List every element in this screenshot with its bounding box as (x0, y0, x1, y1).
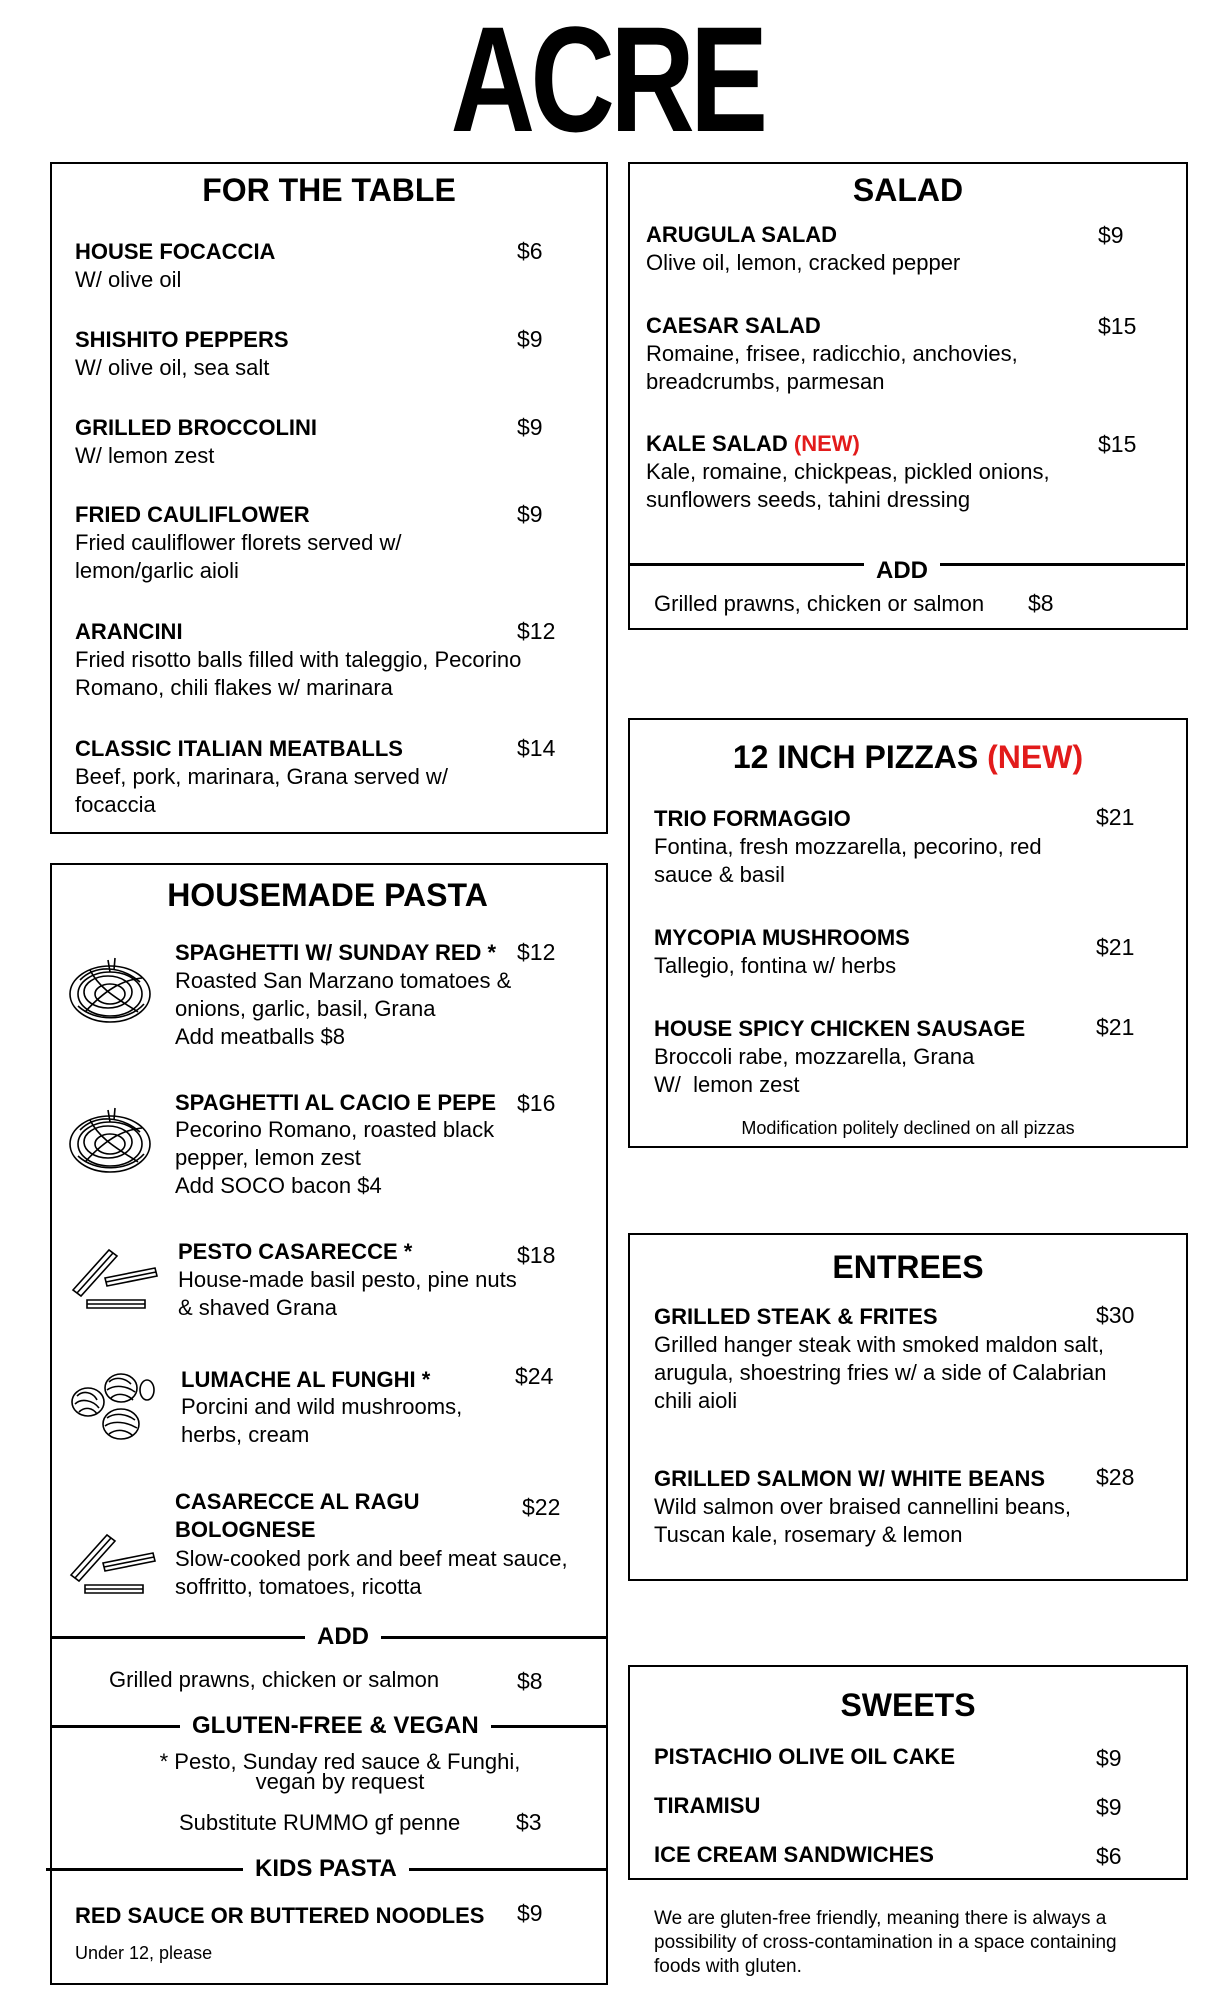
menu-item-price: $9 (517, 414, 543, 440)
menu-item-name: ARUGULA SALAD (646, 222, 838, 247)
menu-item-price: $15 (1098, 313, 1137, 339)
gluten-free-title: GLUTEN-FREE & VEGAN (180, 1712, 491, 1740)
menu-item-name: GRILLED BROCCOLINI (75, 415, 317, 440)
menu-item-name: LUMACHE AL FUNGHI * (181, 1367, 431, 1392)
menu-item-price: $9 (1098, 222, 1124, 248)
salad-add-text: Grilled prawns, chicken or salmon (654, 591, 985, 616)
gluten-free-sub: Substitute RUMMO gf penne (179, 1810, 461, 1835)
pasta-add-title: ADD (305, 1623, 381, 1651)
menu-item-price: $15 (1098, 431, 1137, 457)
restaurant-logo: ACRE (450, 0, 764, 163)
gluten-free-disclaimer: We are gluten-free friendly, meaning there is always a possibility of cross-contamination in a space containing foods with gluten. (654, 1908, 1117, 1977)
menu-item-name: PISTACHIO OLIVE OIL CAKE (654, 1744, 956, 1769)
menu-item-desc: Pecorino Romano, roasted black pepper, lemon zest (175, 1117, 495, 1170)
menu-item-name: FRIED CAULIFLOWER (75, 502, 310, 527)
menu-item-name: HOUSE SPICY CHICKEN SAUSAGE (654, 1016, 1026, 1041)
menu-item-price: $6 (517, 238, 543, 264)
menu-item-desc: Wild salmon over braised cannellini beans, Tuscan kale, rosemary & lemon (654, 1494, 1071, 1547)
pizza-title-text: 12 INCH PIZZAS (732, 739, 979, 775)
menu-item-desc: House-made basil pesto, pine nuts & shaved Grana (178, 1267, 517, 1320)
menu-item-price: $30 (1096, 1302, 1135, 1328)
menu-item-price: $9 (517, 326, 543, 352)
salad-add-title: ADD (864, 557, 940, 585)
pasta-add-text: Grilled prawns, chicken or salmon (109, 1667, 440, 1692)
menu-item-extra: Add SOCO bacon $4 (175, 1173, 382, 1198)
menu-item-name: CASARECCE AL RAGU BOLOGNESE (175, 1489, 420, 1542)
menu-item-desc: Roasted San Marzano tomatoes & onions, garlic, basil, Grana (175, 968, 512, 1021)
menu-item-name: SPAGHETTI W/ SUNDAY RED * (175, 940, 497, 965)
menu-item-desc: Fontina, fresh mozzarella, pecorino, red sauce & basil (654, 834, 1042, 887)
new-badge: (NEW) (793, 431, 860, 456)
menu-item-desc: Tallegio, fontina w/ herbs (654, 953, 897, 978)
for-the-table-title: FOR THE TABLE (202, 172, 456, 208)
entrees-title: ENTREES (832, 1249, 984, 1285)
menu-item-price: $12 (517, 618, 556, 644)
kids-pasta-title: KIDS PASTA (243, 1855, 409, 1883)
menu-item-desc: Kale, romaine, chickpeas, pickled onions, sunflowers seeds, tahini dressing (646, 459, 1050, 512)
menu-item-desc: Fried cauliflower florets served w/ lemon/garlic aioli (75, 530, 402, 583)
menu-item-desc: Romaine, frisee, radicchio, anchovies, breadcrumbs, parmesan (646, 341, 1018, 394)
menu-item-name (646, 431, 860, 457)
pasta-title: HOUSEMADE PASTA (167, 877, 488, 913)
menu-item-desc: W/ lemon zest (75, 443, 215, 468)
menu-item-price: $24 (515, 1363, 554, 1389)
menu-item-name: GRILLED SALMON W/ WHITE BEANS (654, 1466, 1046, 1491)
menu-item-price: $22 (522, 1494, 561, 1520)
kids-item-name: RED SAUCE OR BUTTERED NOODLES (75, 1903, 485, 1928)
menu-item-price: $28 (1096, 1464, 1135, 1490)
lumache-pasta-icon (63, 1360, 163, 1445)
menu-item-price: $18 (517, 1242, 556, 1268)
menu-item-name: ICE CREAM SANDWICHES (654, 1842, 934, 1867)
menu-item-desc: Olive oil, lemon, cracked pepper (646, 250, 961, 275)
menu-item-desc: W/ olive oil (75, 267, 182, 292)
menu-item-desc: Slow-cooked pork and beef meat sauce, soffritto, tomatoes, ricotta (175, 1546, 568, 1599)
menu-item-price: $21 (1096, 1014, 1135, 1040)
menu-item-desc: W/ olive oil, sea salt (75, 355, 270, 380)
menu-item-price: $21 (1096, 934, 1135, 960)
salad-title: SALAD (852, 172, 964, 208)
menu-item-extra: Add meatballs $8 (175, 1024, 345, 1049)
menu-item-name: MYCOPIA MUSHROOMS (654, 925, 910, 950)
menu-item-price: $14 (517, 735, 556, 761)
menu-item-desc: Beef, pork, marinara, Grana served w/ focaccia (75, 764, 448, 817)
menu-item-price: $21 (1096, 804, 1135, 830)
menu-item-desc: Fried risotto balls filled with taleggio, Pecorino Romano, chili flakes w/ marinara (75, 647, 522, 700)
kids-note: Under 12, please (75, 1943, 213, 1963)
menu-item-name: CAESAR SALAD (646, 313, 821, 338)
pizza-title (628, 739, 1188, 776)
menu-item-name: TRIO FORMAGGIO (654, 806, 851, 831)
spaghetti-icon (60, 950, 160, 1030)
spaghetti-icon (60, 1100, 160, 1180)
menu-item-name: CLASSIC ITALIAN MEATBALLS (75, 736, 403, 761)
menu-item-price: $9 (1096, 1794, 1122, 1820)
menu-item-name: PESTO CASARECCE * (178, 1239, 413, 1264)
new-badge: (NEW) (987, 739, 1084, 775)
menu-item-name: GRILLED STEAK & FRITES (654, 1304, 938, 1329)
menu-item-name: SHISHITO PEPPERS (75, 327, 289, 352)
pasta-add-price: $8 (517, 1668, 543, 1694)
menu-item-name: TIRAMISU (654, 1793, 761, 1818)
menu-item-price: $16 (517, 1090, 556, 1116)
casarecce-pasta-icon (63, 1523, 163, 1598)
kids-item-price: $9 (517, 1900, 543, 1926)
pizza-note: Modification politely declined on all pizzas (741, 1118, 1075, 1138)
menu-item-price: $9 (517, 501, 543, 527)
menu-item-price: $9 (1096, 1745, 1122, 1771)
menu-item-price: $6 (1096, 1843, 1122, 1869)
sweets-title: SWEETS (840, 1687, 976, 1723)
menu-item-name: SPAGHETTI AL CACIO E PEPE (175, 1090, 497, 1115)
menu-item-extra: W/ lemon zest (654, 1072, 800, 1097)
menu-item-name: ARANCINI (75, 619, 183, 644)
gluten-free-sub-price: $3 (516, 1809, 542, 1835)
menu-item-price: $12 (517, 939, 556, 965)
salad-add-price: $8 (1028, 590, 1054, 616)
menu-item-desc: Broccoli rabe, mozzarella, Grana (654, 1044, 975, 1069)
menu-item-desc: Grilled hanger steak with smoked maldon salt, arugula, shoestring fries w/ a side of Calabrian chili aioli (654, 1332, 1107, 1413)
menu-item-desc: Porcini and wild mushrooms, herbs, cream (181, 1394, 463, 1447)
menu-item-name-text: KALE SALAD (646, 431, 788, 456)
menu-item-name: HOUSE FOCACCIA (75, 239, 276, 264)
gluten-free-note: * Pesto, Sunday red sauce & Funghi, vegan by request (159, 1749, 521, 1794)
casarecce-pasta-icon (65, 1238, 165, 1313)
